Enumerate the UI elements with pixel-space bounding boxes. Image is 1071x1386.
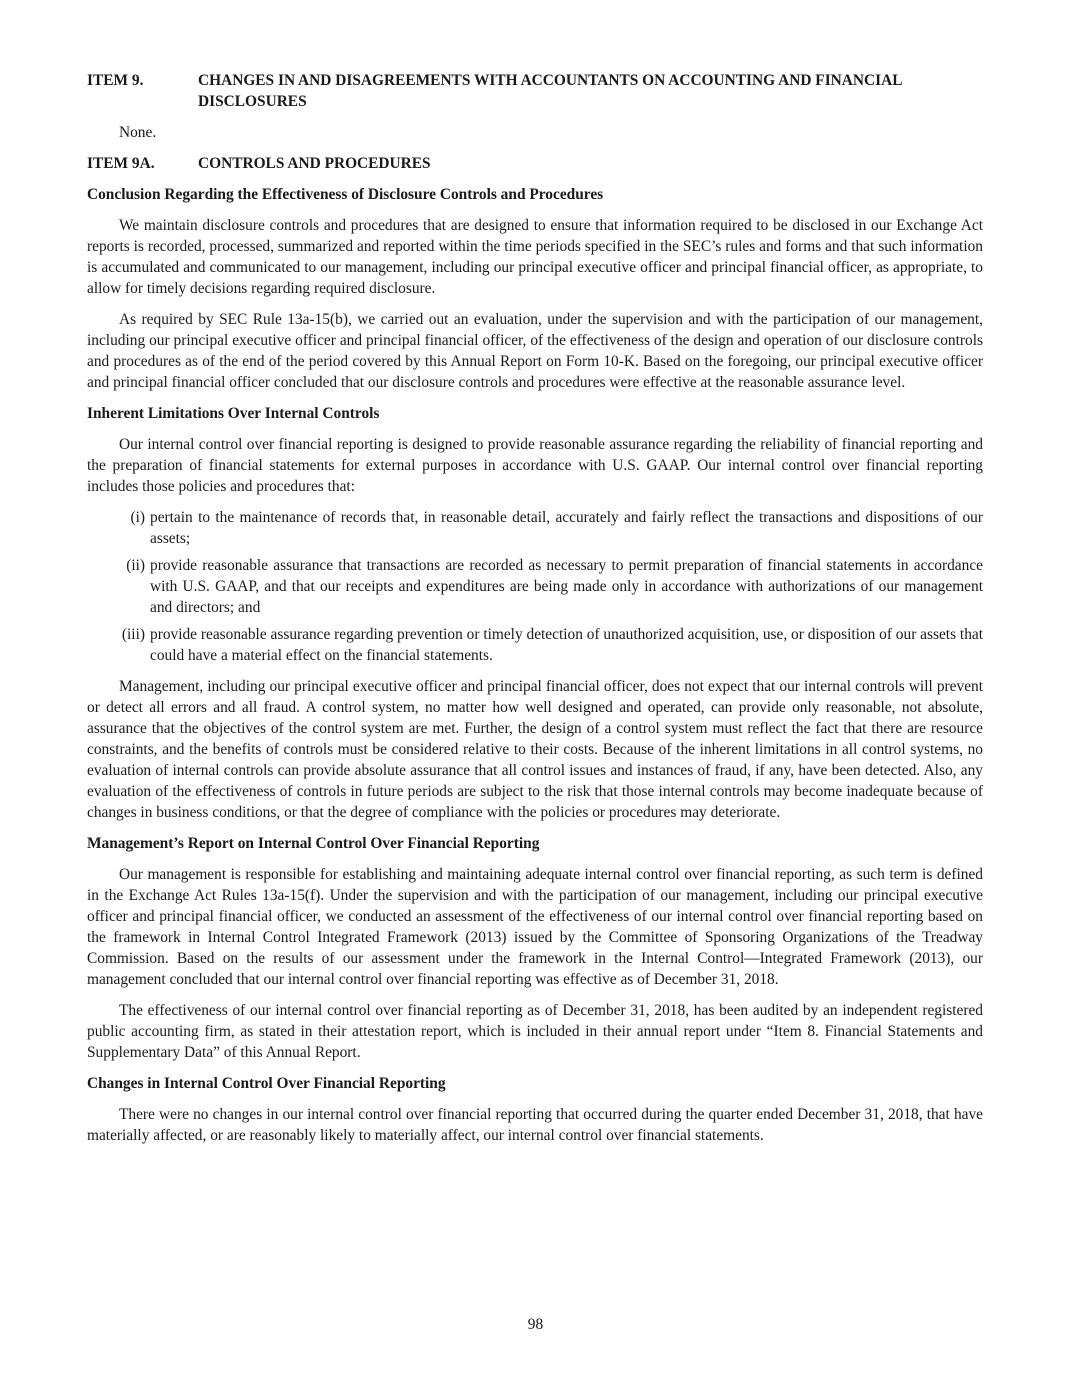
list-item [87,507,983,549]
conclusion-heading: Conclusion Regarding the Effectiveness of Disclosure Controls and Procedures [87,186,604,203]
inherent-limitations-paragraph-2: Management, including our principal executive officer and principal financial officer, does not expect that our internal controls will prevent or detect all errors and all fraud. A control system, no matter how well designed and operated, can provide only reasonable, not absolute, assurance that the objectives of the control system are met. Further, the design of a control system must reflect the fact that there are resource constraints, and the benefits of controls must be considered relative to their costs. Because of the inherent limitations in all control systems, no evaluation of internal controls can provide absolute assurance that all control issues and instances of fraud, if any, have been detected. Also, any evaluation of the effectiveness of controls in future periods are subject to the risk that those internal controls may become inadequate because of changes in business conditions, or that the degree of compliance with the policies or procedures may deteriorate. [87,678,983,821]
page-number: 98 [527,1316,544,1333]
management-report-paragraph-1: Our management is responsible for establishing and maintaining adequate internal control over financial reporting, as such term is defined in the Exchange Act Rules 13a-15(f). Under the supervision and with the participation of our management, including our principal executive officer and principal financial officer, we conducted an assessment of the effectiveness of our internal control over financial reporting based on the framework in Internal Control Integrated Framework (2013) issued by the Committee of Sponsoring Organizations of the Treadway Commission. Based on the results of our assessment under the framework in the Internal Control—Integrated Framework (2013), our management concluded that our internal control over financial reporting was effective as of December 31, 2018. [87,866,983,988]
item-9-number: ITEM 9. [87,72,144,89]
item-9a-heading [87,153,983,174]
list-item-number: (i) [130,509,145,526]
item-9-heading [87,70,983,112]
item-9a-number: ITEM 9A. [87,155,155,172]
conclusion-paragraph-2: As required by SEC Rule 13a-15(b), we carried out an evaluation, under the supervision and with the participation of our management, including our principal executive officer and principal financial officer, of the effectiveness of the design and operation of our disclosure controls and procedures as of the end of the period covered by this Annual Report on Form 10-K. Based on the foregoing, our principal executive officer and principal financial officer concluded that our disclosure controls and procedures were effective at the reasonable assurance level. [87,311,983,391]
changes-paragraph-1: There were no changes in our internal control over financial reporting that occurred during the quarter ended December 31, 2018, that have materially affected, or are reasonably likely to materially affect, our internal control over financial statements. [87,1106,983,1144]
inherent-limitations-paragraph-1: Our internal control over financial reporting is designed to provide reasonable assurance regarding the reliability of financial reporting and the preparation of financial statements for external purposes in accordance with U.S. GAAP. Our internal control over financial reporting includes those policies and procedures that: [87,436,983,495]
management-report-paragraph-2: The effectiveness of our internal control over financial reporting as of December 31, 2018, has been audited by an independent registered public accounting firm, as stated in their attestation report, which is included in their annual report under “Item 8. Financial Statements and Supplementary Data” of this Annual Report. [87,1002,983,1061]
inherent-limitations-heading: Inherent Limitations Over Internal Controls [87,405,380,422]
list-item-text: pertain to the maintenance of records that, in reasonable detail, accurately and fairly reflect the transactions and dispositions of our assets; [150,509,983,547]
document-page [87,70,983,1146]
list-item [87,624,983,666]
list-item-number: (ii) [126,557,145,574]
list-item-text: provide reasonable assurance regarding prevention or timely detection of unauthorized acquisition, use, or disposition of our assets that could have a material effect on the financial statements. [150,626,983,664]
list-item-number: (iii) [121,626,145,643]
management-report-heading: Management’s Report on Internal Control Over Financial Reporting [87,835,540,852]
conclusion-paragraph-1: We maintain disclosure controls and procedures that are designed to ensure that information required to be disclosed in our Exchange Act reports is recorded, processed, summarized and reported within the time periods specified in the SEC’s rules and forms and that such information is accumulated and communicated to our management, including our principal executive officer and principal financial officer, as appropriate, to allow for timely decisions regarding required disclosure. [87,217,983,297]
item-9-body: None. [119,124,157,141]
policies-list [87,507,983,666]
changes-heading: Changes in Internal Control Over Financial Reporting [87,1075,446,1092]
list-item [87,555,983,618]
item-9-title: CHANGES IN AND DISAGREEMENTS WITH ACCOUNTANTS ON ACCOUNTING AND FINANCIAL DISCLOSURES [198,72,902,110]
item-9a-title: CONTROLS AND PROCEDURES [198,155,431,172]
list-item-text: provide reasonable assurance that transactions are recorded as necessary to permit preparation of financial statements in accordance with U.S. GAAP, and that our receipts and expenditures are being made only in accordance with authorizations of our management and directors; and [150,557,983,616]
